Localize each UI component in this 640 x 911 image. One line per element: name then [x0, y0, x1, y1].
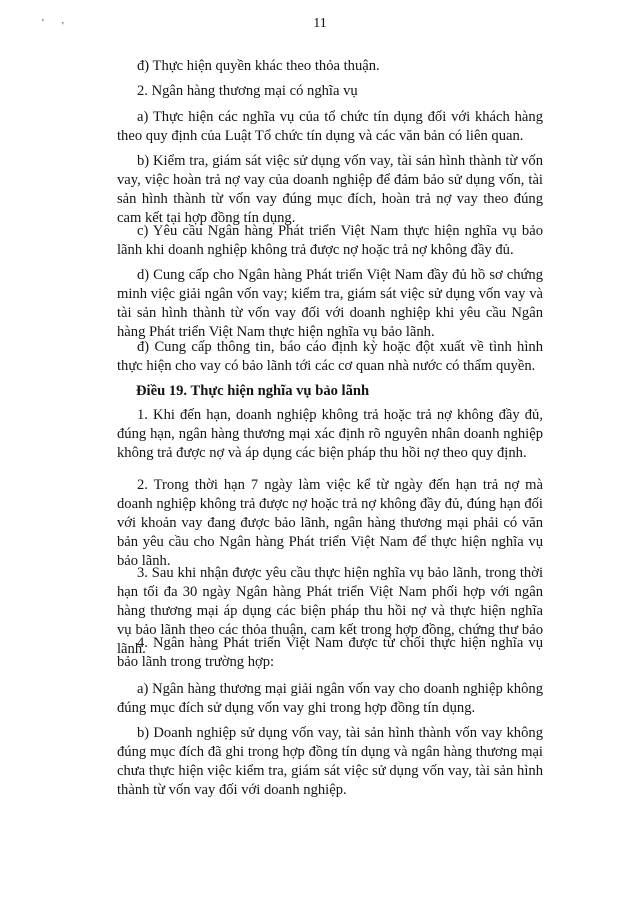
article-clause-4: 4. Ngân hàng Phát triển Việt Nam được từ chối thực hiện nghĩa vụ bảo lãnh trong trường hợp:: [117, 635, 543, 670]
paragraph-obligation-c: c) Yêu cầu Ngân hàng Phát triển Việt Nam thực hiện nghĩa vụ bảo lãnh khi doanh nghiệp không trả được nợ hoặc trả nợ không đầy đủ.: [117, 223, 543, 258]
article-clause-4b: b) Doanh nghiệp sử dụng vốn vay, tài sản hình thành vốn vay không đúng mục đích đã ghi trong hợp đồng tín dụng và ngân hàng thương mại chưa thực hiện việc kiểm tra, giám sát việc sử dụng vốn vay, tài sản hình thành từ vốn vay đối với doanh nghiệp.: [117, 725, 543, 798]
article-clause-4a: a) Ngân hàng thương mại giải ngân vốn vay cho doanh nghiệp không đúng mục đích sử dụng vốn vay ghi trong hợp đồng tín dụng.: [117, 681, 543, 716]
page-number: 11: [313, 16, 327, 31]
paragraph-obligation-dd: đ) Cung cấp thông tin, báo cáo định kỳ hoặc đột xuất về tình hình thực hiện cho vay có bảo lãnh tới các cơ quan nhà nước có thẩm quyền.: [117, 339, 543, 374]
paragraph-bank-obligations-intro: 2. Ngân hàng thương mại có nghĩa vụ: [137, 83, 358, 99]
paragraph-obligation-d: d) Cung cấp cho Ngân hàng Phát triển Việt Nam đầy đủ hồ sơ chứng minh việc giải ngân vốn vay; kiểm tra, giám sát việc sử dụng vốn vay và tài sản hình thành từ vốn vay đối với doanh nghiệp khi yêu cầu Ngân hàng Phát triển Việt Nam thực hiện nghĩa vụ bảo lãnh.: [117, 267, 543, 340]
scan-speck: ': [42, 18, 44, 29]
article-clause-3: 3. Sau khi nhận được yêu cầu thực hiện nghĩa vụ bảo lãnh, trong thời hạn tối đa 30 ngày Ngân hàng Phát triển Việt Nam phối hợp với ngân hàng thương mại áp dụng các biện pháp thu hồi nợ và thực hiện nghĩa vụ bảo lãnh theo các thỏa thuận, cam kết trong hợp đồng, chứng thư bảo lãnh.: [117, 565, 543, 657]
paragraph-obligation-b: b) Kiểm tra, giám sát việc sử dụng vốn vay, tài sản hình thành từ vốn vay, việc hoàn trả nợ vay của doanh nghiệp để đảm bảo sử dụng vốn, tài sản hình thành từ vốn vay đúng mục đích, hoàn trả nợ vay theo đúng cam kết tại hợp đồng tín dụng.: [117, 153, 543, 226]
scan-speck: ': [62, 21, 64, 32]
article-clause-2: 2. Trong thời hạn 7 ngày làm việc kể từ ngày đến hạn trả nợ mà doanh nghiệp không trả được nợ hoặc trả nợ không đầy đủ, đúng hạn đối với khoản vay đang được bảo lãnh, ngân hàng thương mại phải có văn bản yêu cầu cho Ngân hàng Phát triển Việt Nam để thực hiện nghĩa vụ bảo lãnh.: [117, 477, 543, 569]
paragraph-d-rights: đ) Thực hiện quyền khác theo thỏa thuận.: [137, 58, 380, 74]
article-heading: Điều 19. Thực hiện nghĩa vụ bảo lãnh: [136, 383, 370, 399]
paragraph-obligation-a: a) Thực hiện các nghĩa vụ của tổ chức tín dụng đối với khách hàng theo quy định của Luật Tổ chức tín dụng và các văn bản có liên quan.: [117, 109, 543, 144]
article-clause-1: 1. Khi đến hạn, doanh nghiệp không trả hoặc trả nợ không đầy đủ, đúng hạn, ngân hàng thương mại xác định rõ nguyên nhân doanh nghiệp không trả được nợ và áp dụng các biện pháp thu hồi nợ theo quy định.: [117, 407, 543, 461]
